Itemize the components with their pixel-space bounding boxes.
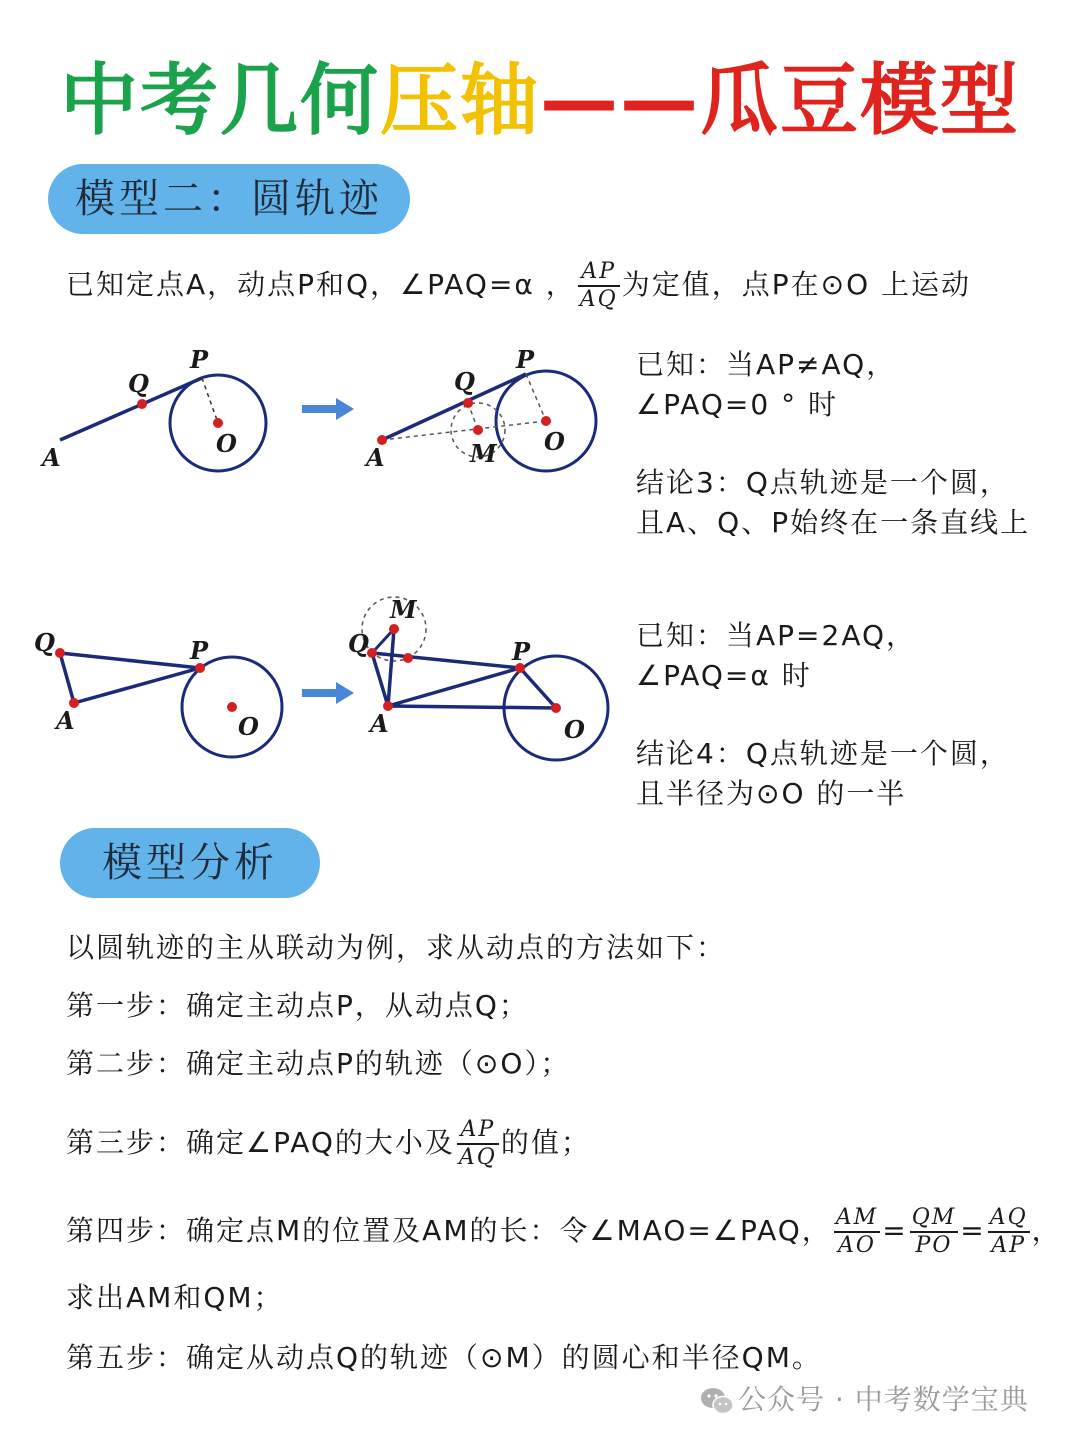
model-intro bbox=[66, 256, 971, 314]
line-am bbox=[388, 629, 394, 706]
step-4-fraction-1-num: AM bbox=[834, 1205, 880, 1233]
label-m: M bbox=[470, 439, 497, 468]
case3-given-1: 已知：当AP≠AQ， bbox=[636, 348, 897, 381]
title-part-1: 中考几何 bbox=[59, 56, 380, 146]
section-label-model-two: 模型二：圆轨迹 bbox=[48, 164, 410, 234]
point-m bbox=[473, 425, 483, 435]
title-part-3: ——瓜豆模型 bbox=[540, 56, 1021, 146]
line-ao bbox=[388, 706, 556, 708]
step-4-text-a: 第四步：确定点M的位置及AM的长：令∠MAO=∠PAQ， bbox=[66, 1214, 832, 1247]
label-o: O bbox=[564, 715, 585, 744]
label-p: P bbox=[516, 345, 535, 374]
intro-fraction-num: AP bbox=[578, 259, 620, 287]
arrow-right-icon bbox=[302, 398, 354, 420]
equals-sign: = bbox=[882, 1214, 908, 1247]
label-o: O bbox=[544, 427, 565, 456]
step-1: 第一步：确定主动点P，从动点Q； bbox=[66, 989, 529, 1022]
diagram-case4-before bbox=[30, 625, 295, 765]
step-4-line-2: 求出AM和QM； bbox=[66, 1281, 284, 1314]
point-o bbox=[541, 416, 551, 426]
point-q bbox=[55, 648, 65, 658]
step-3 bbox=[66, 1112, 591, 1174]
label-o: O bbox=[216, 429, 237, 458]
point-o bbox=[551, 703, 561, 713]
label-q: Q bbox=[128, 369, 149, 398]
watermark bbox=[700, 1378, 1029, 1418]
case4-given-2: ∠PAQ=α 时 bbox=[636, 659, 812, 692]
intro-fraction bbox=[578, 259, 620, 313]
point-o bbox=[227, 702, 237, 712]
radius-op bbox=[202, 378, 218, 423]
label-a: A bbox=[370, 709, 389, 738]
case3-conclusion-1: 结论3：Q点轨迹是一个圆， bbox=[636, 466, 1010, 499]
diagram-case4-after bbox=[340, 590, 615, 775]
label-p: P bbox=[512, 637, 531, 666]
diagram-case3-before bbox=[30, 340, 290, 490]
line-ap bbox=[388, 668, 520, 706]
step-5: 第五步：确定从动点Q的轨迹（⊙M）的圆心和半径QM。 bbox=[66, 1341, 822, 1374]
step-4-fraction-3-den: AP bbox=[991, 1233, 1027, 1258]
watermark-text: 公众号 · 中考数学宝典 bbox=[738, 1383, 1029, 1416]
point-q bbox=[463, 398, 473, 408]
step-3-text-a: 第三步：确定∠PAQ的大小及 bbox=[66, 1126, 455, 1159]
label-a: A bbox=[366, 443, 385, 472]
point-mid bbox=[403, 653, 413, 663]
step-3-fraction-den: AQ bbox=[458, 1145, 497, 1170]
point-o bbox=[213, 418, 223, 428]
line-aq bbox=[372, 653, 388, 706]
label-a: A bbox=[56, 706, 75, 735]
case4-conclusion-2: 且半径为⊙O 的一半 bbox=[636, 777, 907, 810]
triangle-aqp bbox=[60, 653, 200, 703]
step-3-fraction-num: AP bbox=[457, 1117, 499, 1145]
label-q: Q bbox=[348, 629, 369, 658]
label-p: P bbox=[190, 345, 209, 374]
intro-text-b: 为定值，点P在⊙O 上运动 bbox=[621, 268, 972, 301]
step-4 bbox=[66, 1200, 1062, 1262]
label-p: P bbox=[190, 636, 209, 665]
step-3-fraction bbox=[457, 1117, 499, 1171]
step-4-fraction-1 bbox=[834, 1205, 880, 1259]
label-q: Q bbox=[454, 367, 475, 396]
case4-conclusion-1: 结论4：Q点轨迹是一个圆， bbox=[636, 737, 1010, 770]
step-4-fraction-2-den: PO bbox=[915, 1233, 953, 1258]
case3-conclusion-2: 且A、Q、P始终在一条直线上 bbox=[636, 506, 1031, 539]
label-a: A bbox=[42, 443, 61, 472]
diagram-case3-after bbox=[360, 340, 610, 490]
radius-op bbox=[526, 374, 546, 421]
section-label-analysis: 模型分析 bbox=[60, 828, 320, 898]
label-o: O bbox=[238, 712, 259, 741]
step-4-fraction-2 bbox=[910, 1205, 959, 1259]
intro-text-a: 已知定点A，动点P和Q，∠PAQ=α ， bbox=[66, 268, 576, 301]
label-m: M bbox=[390, 595, 417, 624]
wechat-icon bbox=[700, 1387, 734, 1415]
page-title bbox=[0, 38, 1080, 150]
step-4-fraction-2-num: QM bbox=[910, 1205, 959, 1233]
point-q bbox=[137, 399, 147, 409]
radius-po bbox=[520, 668, 556, 708]
case4-given-1: 已知：当AP=2AQ， bbox=[636, 619, 917, 652]
label-q: Q bbox=[34, 628, 55, 657]
analysis-intro: 以圆轨迹的主从联动为例，求从动点的方法如下： bbox=[66, 931, 727, 964]
step-4-fraction-1-den: AO bbox=[838, 1233, 876, 1258]
step-2: 第二步：确定主动点P的轨迹（⊙O）； bbox=[66, 1047, 571, 1080]
case3-given-2: ∠PAQ=0 ° 时 bbox=[636, 388, 838, 421]
step-3-text-b: 的值； bbox=[500, 1126, 591, 1159]
intro-fraction-den: AQ bbox=[579, 287, 618, 312]
equals-sign: = bbox=[960, 1214, 986, 1247]
step-4-end: ， bbox=[1031, 1214, 1062, 1247]
title-part-2: 压轴 bbox=[379, 56, 540, 146]
step-4-fraction-3-num: AQ bbox=[988, 1205, 1030, 1233]
point-m bbox=[389, 624, 399, 634]
step-4-fraction-3 bbox=[988, 1205, 1030, 1259]
